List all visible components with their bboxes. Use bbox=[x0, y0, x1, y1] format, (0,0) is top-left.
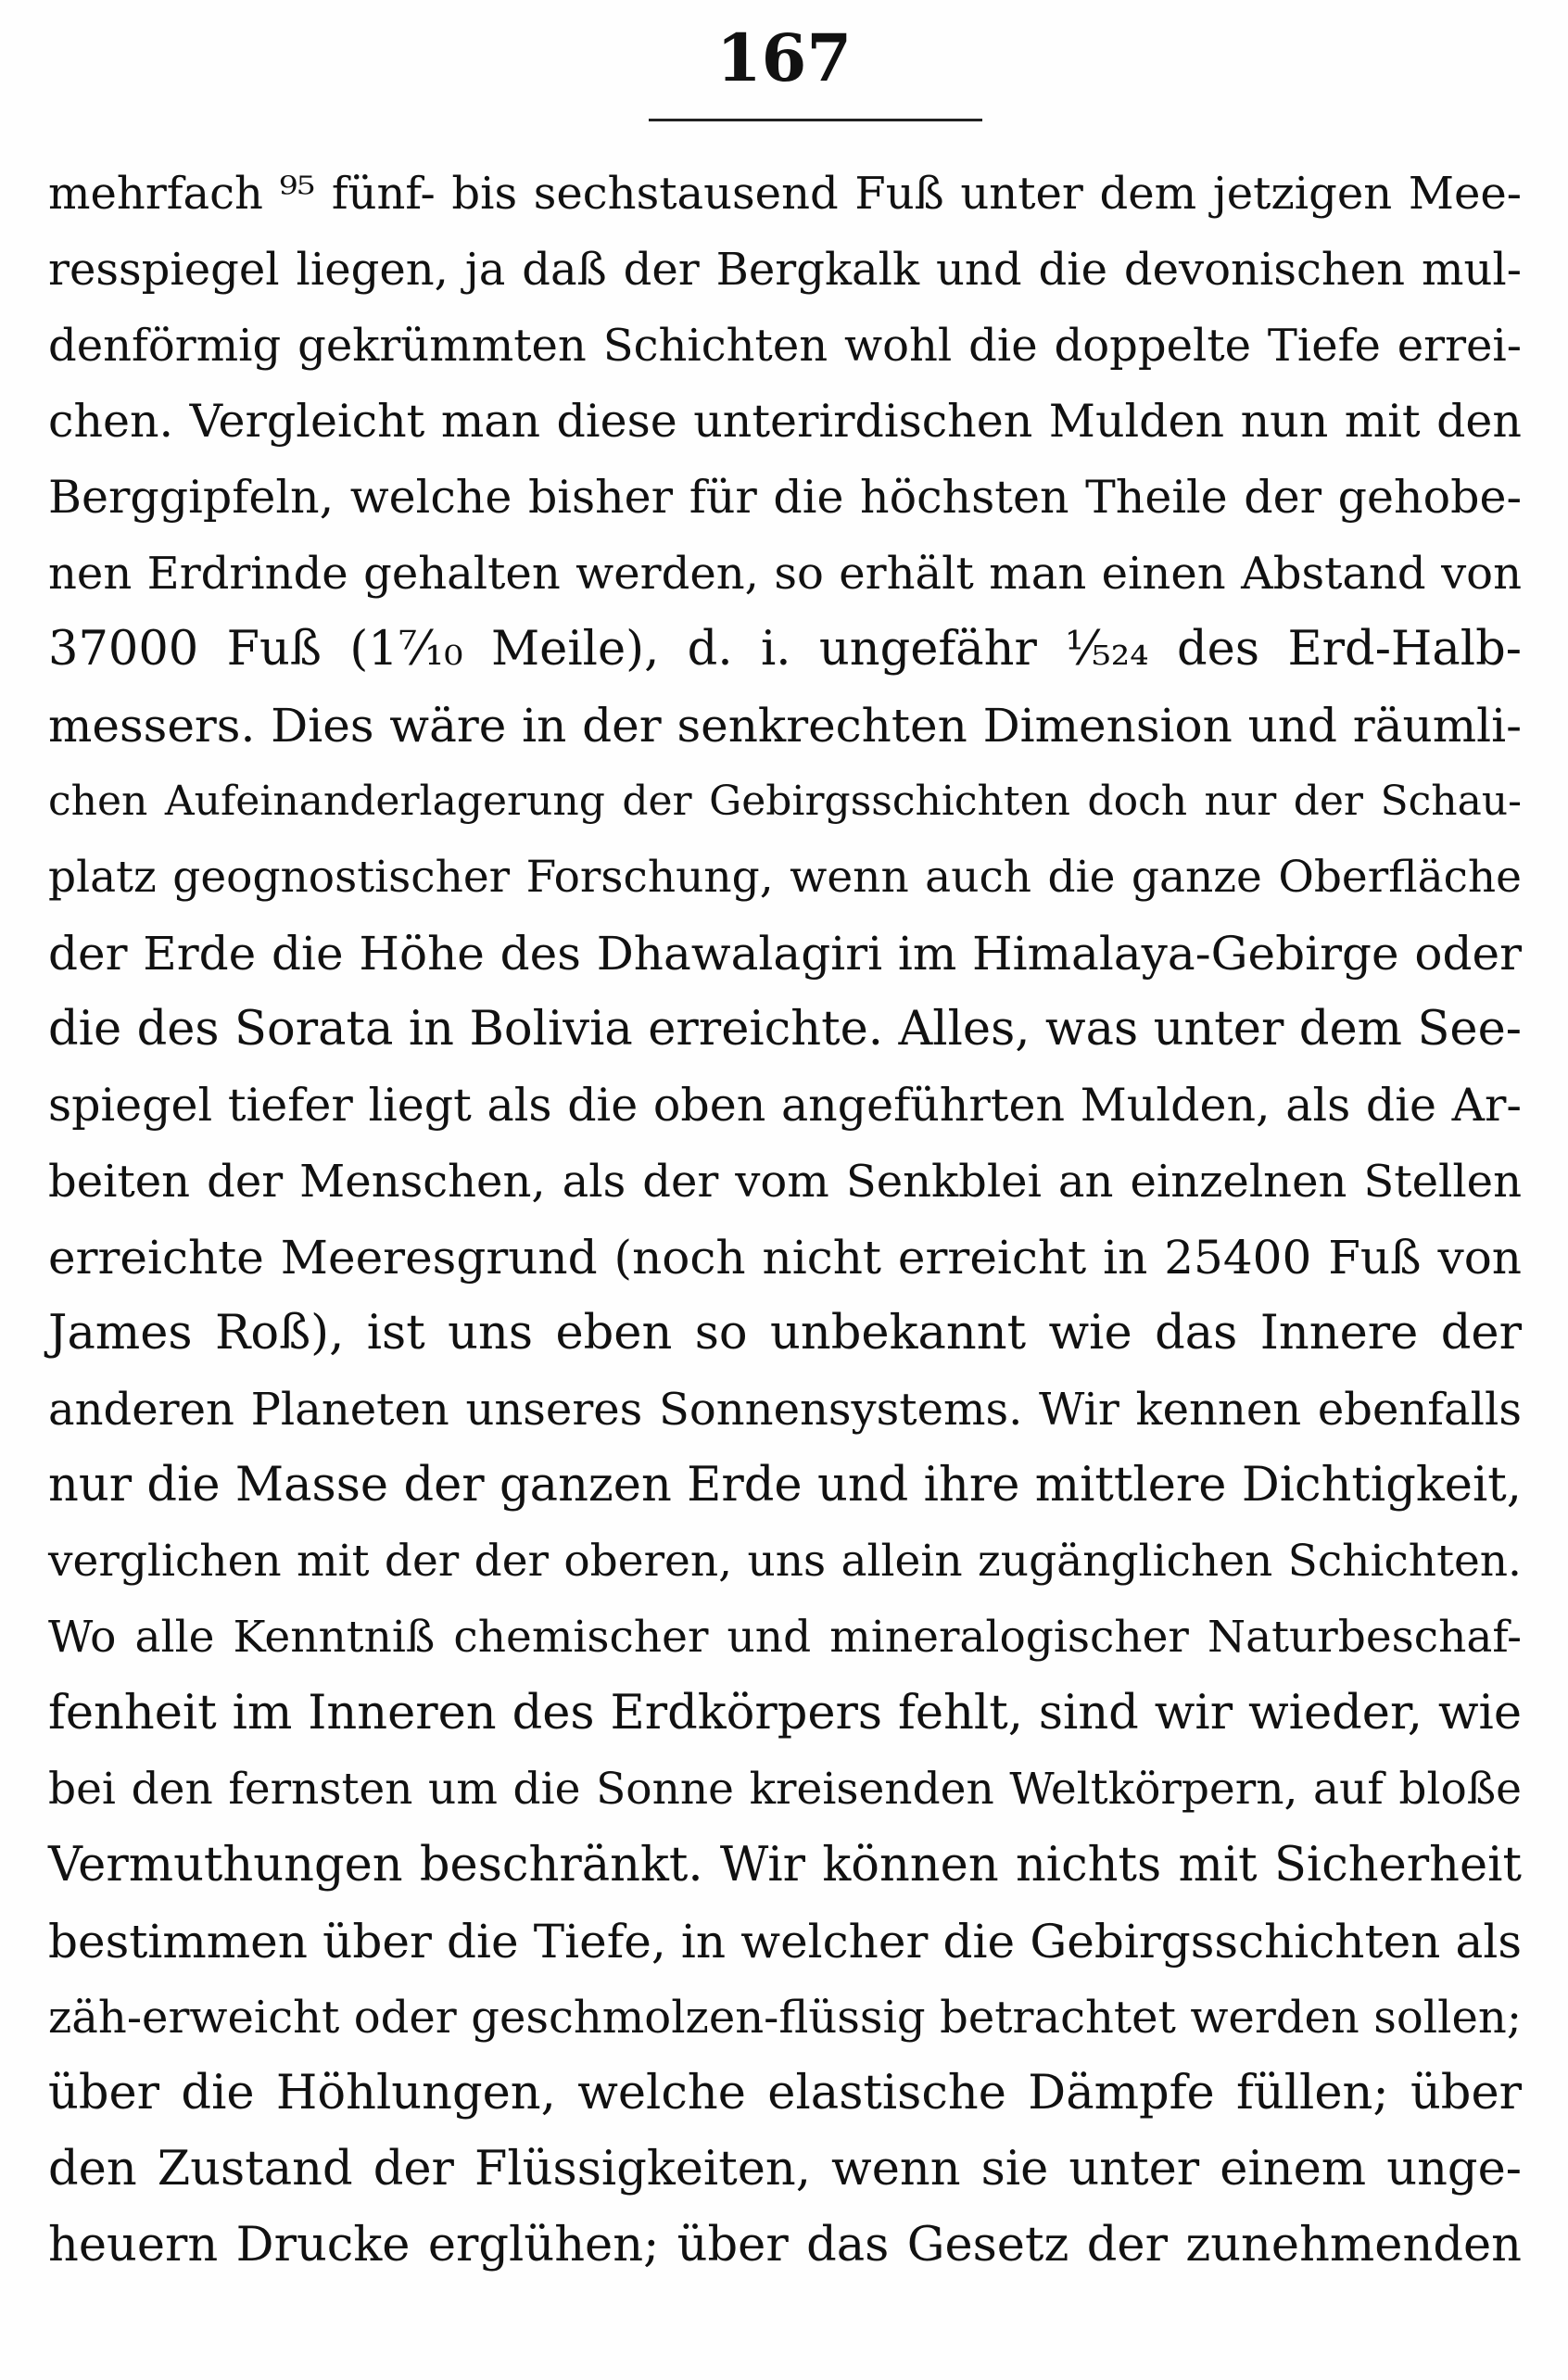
text-line: verglichen mit der der oberen, uns allein zugänglichen Schichten. bbox=[48, 1536, 1522, 1587]
header-rule bbox=[649, 119, 982, 121]
text-line: bei den fernsten um die Sonne kreisenden Weltkörpern, auf bloße bbox=[48, 1764, 1522, 1815]
text-line: fenheit im Inneren des Erdkörpers fehlt, sind wir wieder, wie bbox=[48, 1686, 1522, 1741]
text-line: erreichte Meeresgrund (noch nicht erreicht in 25400 Fuß von bbox=[48, 1231, 1522, 1285]
text-line: über die Höhlungen, welche elastische Dämpfe füllen; über bbox=[48, 2066, 1522, 2120]
text-line: chen. Vergleicht man diese unterirdischen Mulden nun mit den bbox=[48, 395, 1522, 448]
text-line: den Zustand der Flüssigkeiten, wenn sie unter einem unge- bbox=[48, 2142, 1522, 2196]
text-line: James Roß), ist uns eben so unbekannt wie das Innere der bbox=[48, 1306, 1522, 1361]
text-line: heuern Drucke erglühen; über das Gesetz der zunehmenden bbox=[48, 2218, 1522, 2272]
page-number: 167 bbox=[715, 19, 853, 96]
text-line: bestimmen über die Tiefe, in welcher die Gebirgsschichten als bbox=[48, 1915, 1522, 1969]
text-line: spiegel tiefer liegt als die oben angeführten Mulden, als die Ar- bbox=[48, 1079, 1522, 1132]
text-line: der Erde die Höhe des Dhawalagiri im Himalaya-Gebirge oder bbox=[48, 927, 1522, 981]
text-line: 37000 Fuß (1⁷⁄₁₀ Meile), d. i. ungefähr ¹⁄₅₂₄ des Erd-Halb- bbox=[48, 622, 1522, 677]
text-line: chen Aufeinanderlagerung der Gebirgsschichten doch nur der Schau- bbox=[48, 778, 1522, 825]
text-line: Berggipfeln, welche bisher für die höchsten Theile der gehobe- bbox=[48, 471, 1522, 524]
text-line: Wo alle Kenntniß chemischer und mineralogischer Naturbeschaf- bbox=[48, 1612, 1522, 1663]
text-line: mehrfach ⁹⁵ fünf- bis sechstausend Fuß unter dem jetzigen Mee- bbox=[48, 168, 1522, 220]
text-line: Vermuthungen beschränkt. Wir können nichts mit Sicherheit bbox=[48, 1838, 1522, 1893]
text-line: zäh-erweicht oder geschmolzen-flüssig betrachtet werden sollen; bbox=[48, 1992, 1522, 2044]
text-line: messers. Dies wäre in der senkrechten Dimension und räumli- bbox=[48, 699, 1522, 753]
text-line: nur die Masse der ganzen Erde und ihre mittlere Dichtigkeit, bbox=[48, 1458, 1522, 1513]
text-line: resspiegel liegen, ja daß der Bergkalk und die devonischen mul- bbox=[48, 244, 1522, 296]
text-line: denförmig gekrümmten Schichten wohl die doppelte Tiefe errei- bbox=[48, 320, 1522, 372]
text-line: nen Erdrinde gehalten werden, so erhält man einen Abstand von bbox=[48, 548, 1522, 600]
text-line: anderen Planeten unseres Sonnensystems. Wir kennen ebenfalls bbox=[48, 1384, 1522, 1436]
text-line: die des Sorata in Bolivia erreichte. Alles, was unter dem See- bbox=[48, 1002, 1522, 1057]
text-line: beiten der Menschen, als der vom Senkblei an einzelnen Stellen bbox=[48, 1156, 1522, 1208]
text-line: platz geognostischer Forschung, wenn auch die ganze Oberfläche bbox=[48, 852, 1522, 903]
body-text bbox=[48, 156, 1522, 2284]
